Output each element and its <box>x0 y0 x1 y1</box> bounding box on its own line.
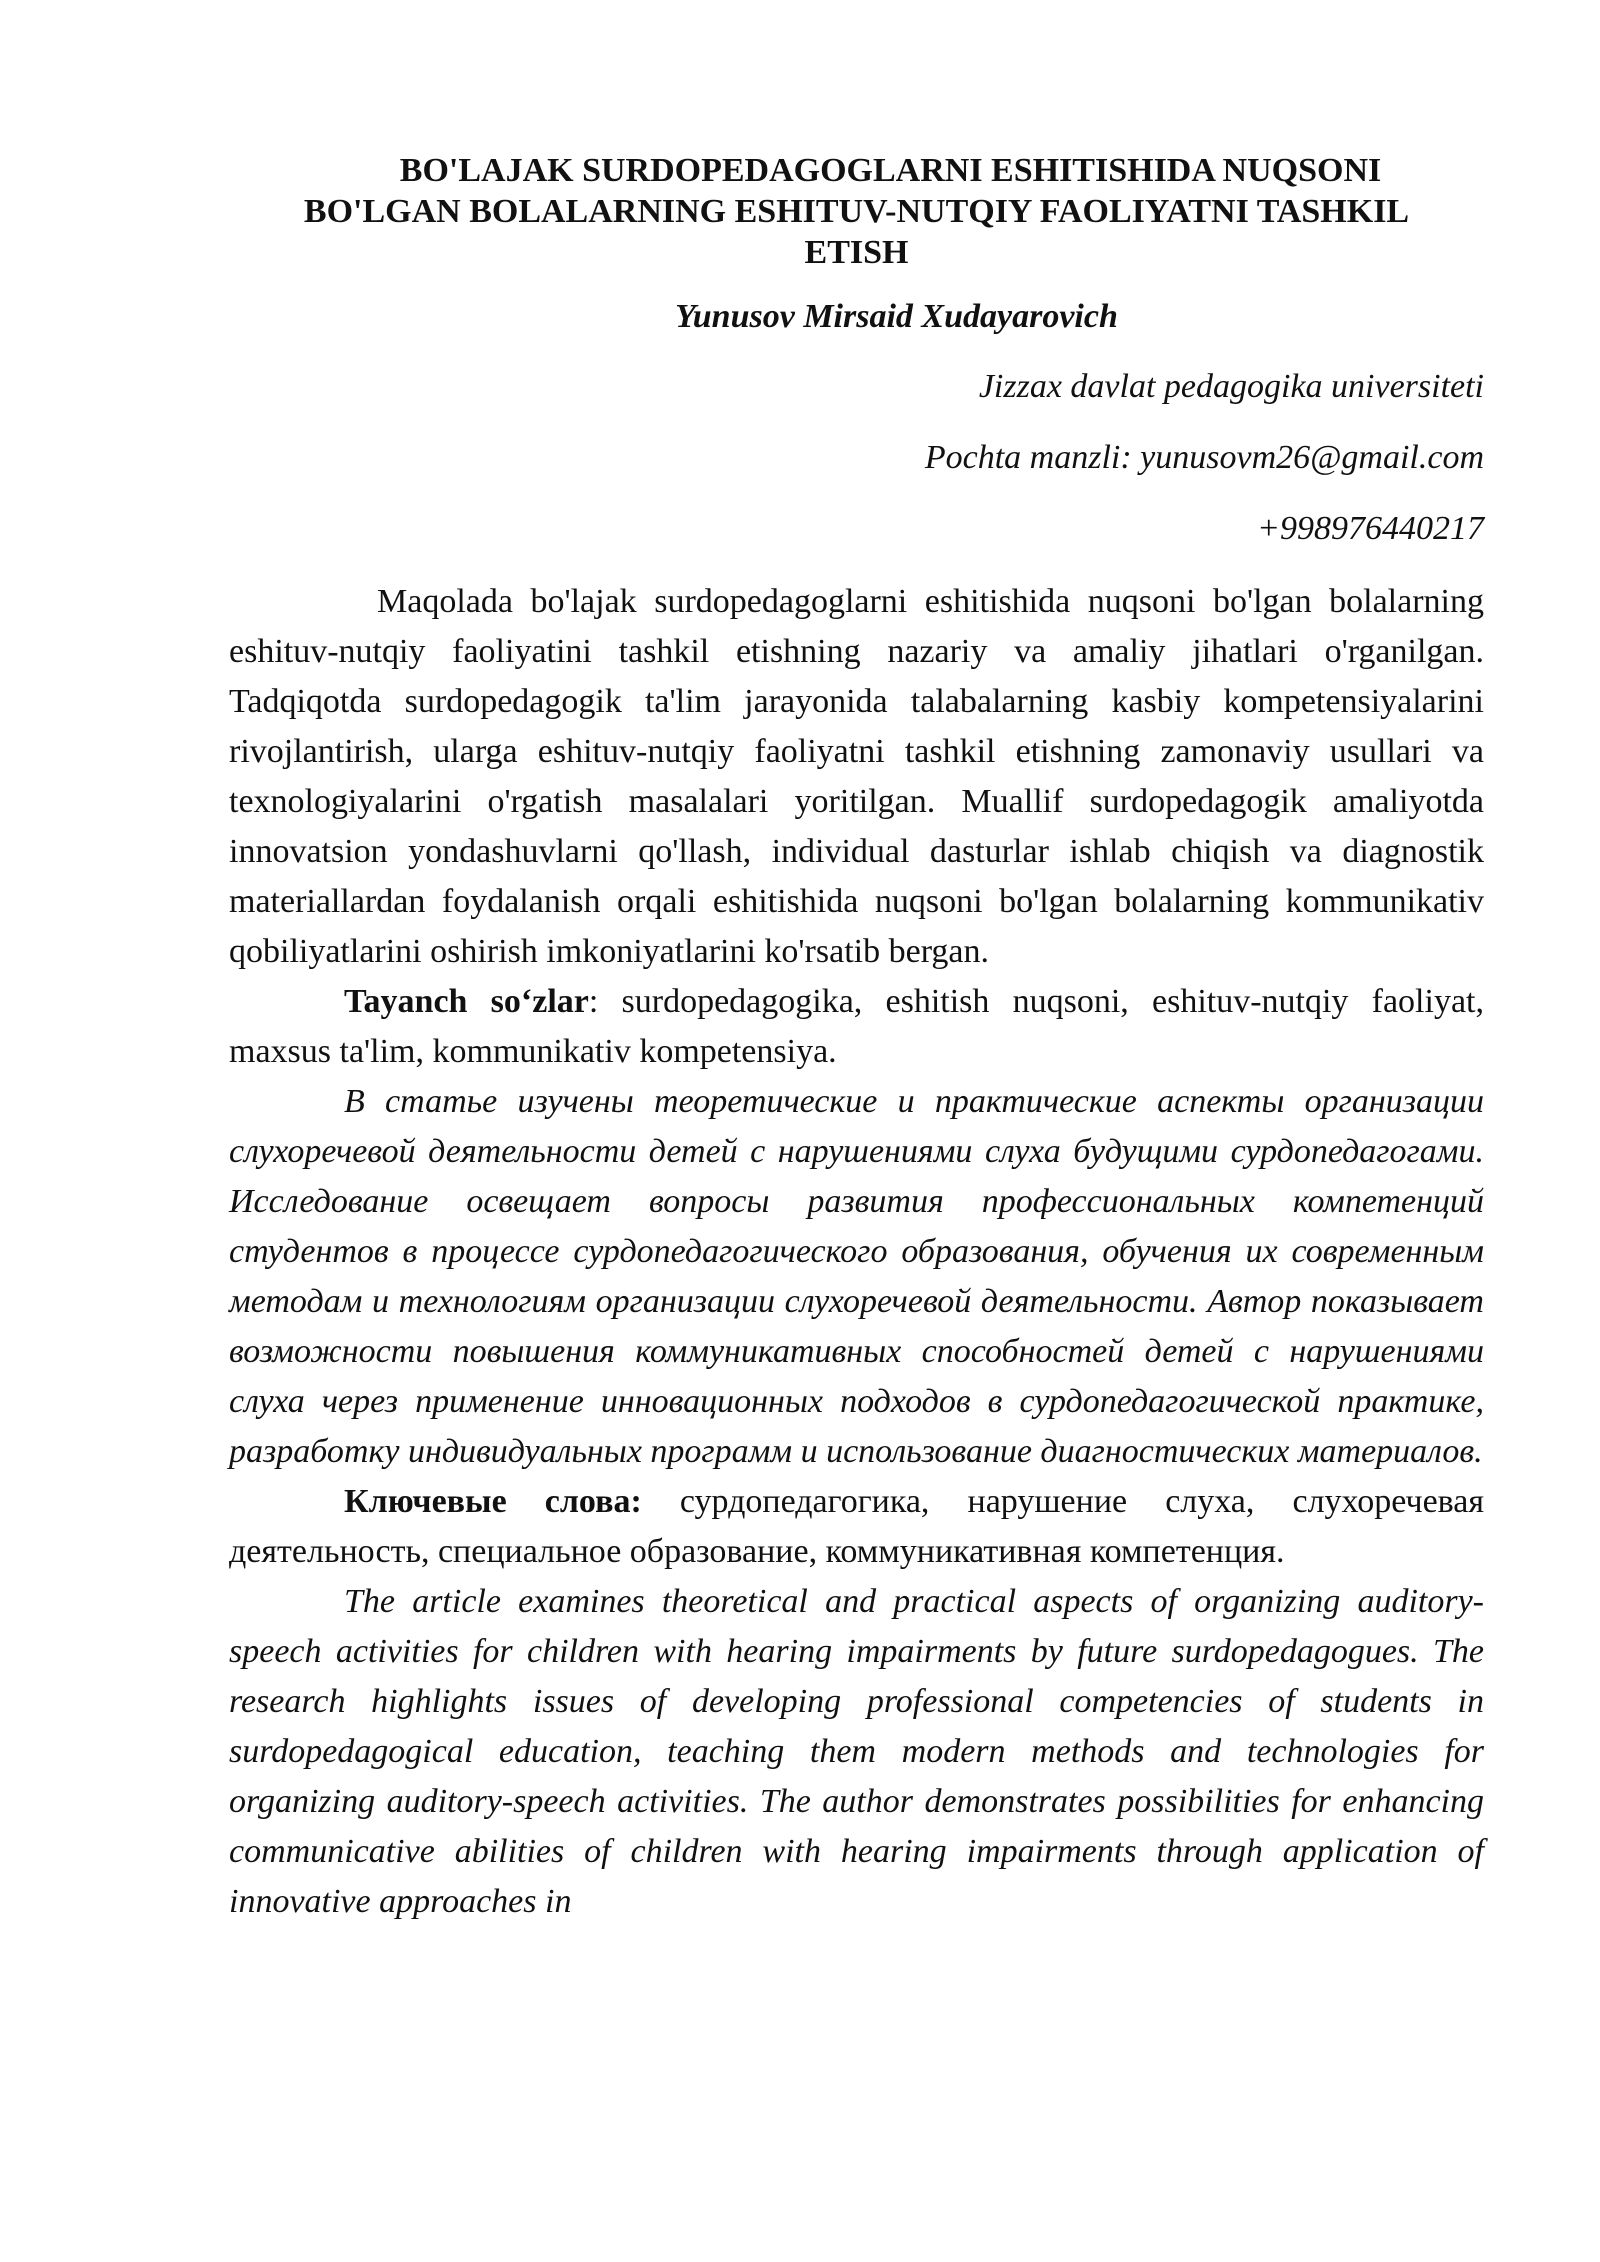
paper-page <box>229 150 1484 1927</box>
keywords-uzbek-label: Tayanch so‘zlar <box>344 983 589 1020</box>
keywords-russian-text: сурдопедагогика, нарушение слуха, слухоречевая деятельность, специальное образование, коммуникативная компетенция. <box>229 1483 1485 1570</box>
title-line-2: BO'LGAN BOLALARNING ESHITUV-NUTQIY FAOLIYATNI TASHKIL <box>303 193 1410 230</box>
abstract-russian: В статье изучены теоретические и практические аспекты организации слухоречевой деятельности детей с нарушениями слуха будущими сурдопедагогами. Исследование освещает вопросы развития профессиональных компетенций студентов в процессе сурдопедагогического образования, обучения их современным методам и технологиям организации слухоречевой деятельности. Автор показывает возможности повышения коммуникативных способностей детей с нарушениями слуха через применение инновационных подходов в сурдопедагогической практике, разработку индивидуальных программ и использование диагностических материалов. <box>229 1083 1484 1470</box>
keywords-uzbek <box>229 977 1484 1077</box>
abstract-uzbek: Maqolada bo'lajak surdopedagoglarni eshitishida nuqsoni bo'lgan bolalarning eshituv-nutqiy faoliyatini tashkil etishning nazariy va amaliy jihatlari o'rganilgan. Tadqiqotda surdopedagogik ta'lim jarayonida talabalarning kasbiy kompetensiyalarini rivojlantirish, ularga eshituv-nutqiy faoliyatni tashkil etishning zamonaviy usullari va texnologiyalarini o'rgatish masalalari yoritilgan. Muallif surdopedagogik amaliyotda innovatsion yondashuvlarni qo'llash, individual dasturlar ishlab chiqish va diagnostik materiallardan foydalanish orqali eshitishida nuqsoni bo'lgan bolalarning kommunikativ qobiliyatlarini oshirish imkoniyatlarini ko'rsatib bergan. <box>229 583 1484 970</box>
keywords-uzbek-separator: : <box>588 983 622 1020</box>
paper-title <box>229 150 1484 273</box>
keywords-russian <box>229 1477 1484 1577</box>
author-name: Yunusov Mirsaid Xudayarovich <box>675 298 1118 335</box>
email-line: Pochta manzli: yunusovm26@gmail.com <box>924 439 1484 476</box>
affiliation: Jizzax davlat pedagogika universiteti <box>978 368 1484 405</box>
title-line-1: BO'LAJAK SURDOPEDAGOGLARNI ESHITISHIDA NUQSONI <box>399 152 1382 189</box>
keywords-uzbek-text: surdopedagogika, eshitish nuqsoni, eshituv-nutqiy faoliyat, maxsus ta'lim, kommunikativ kompetensiya. <box>229 983 1484 1070</box>
phone-number: +998976440217 <box>1257 510 1484 547</box>
title-line-3: ETISH <box>804 234 909 271</box>
keywords-russian-separator <box>642 1483 680 1520</box>
keywords-russian-label: Ключевые слова: <box>344 1483 642 1520</box>
abstract-english: The article examines theoretical and practical aspects of organizing auditory-speech activities for children with hearing impairments by future surdopedagogues. The research highlights issues of developing professional competencies of students in surdopedagogical education, teaching them modern methods and technologies for organizing auditory-speech activities. The author demonstrates possibilities for enhancing communicative abilities of children with hearing impairments through application of innovative approaches in <box>229 1583 1484 1920</box>
